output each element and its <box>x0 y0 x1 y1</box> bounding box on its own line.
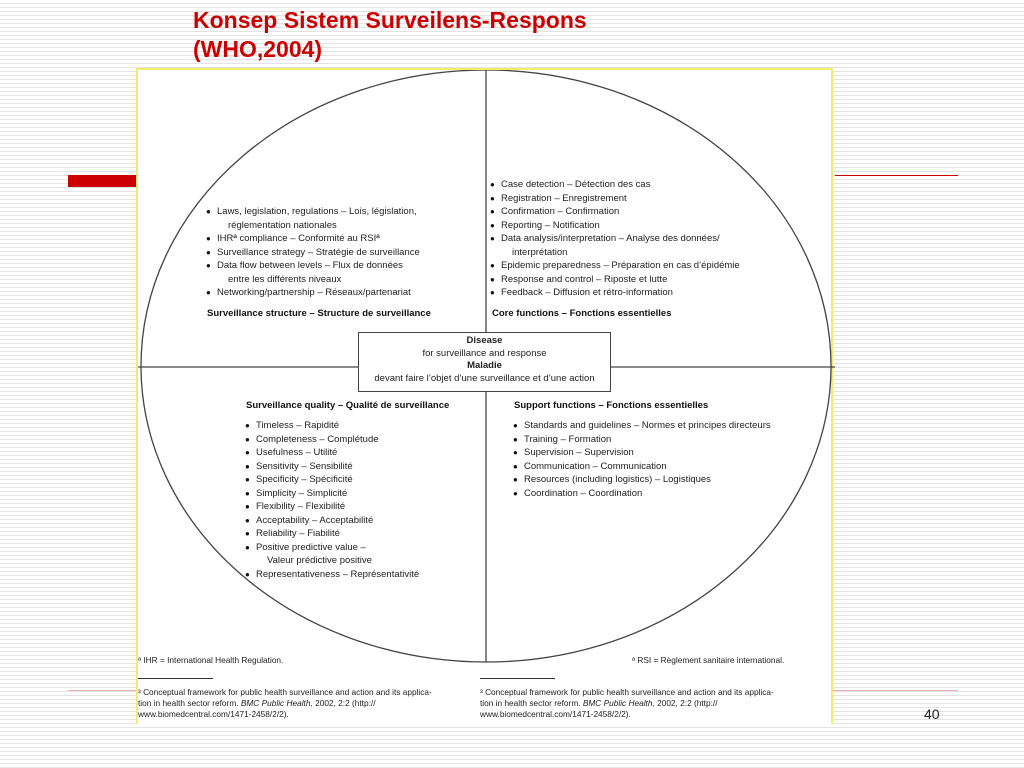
disease-center-box <box>358 332 611 392</box>
slide-title-line-2: (WHO,2004) <box>193 36 323 62</box>
surveillance-diagram <box>138 70 835 726</box>
list-item: ● Reliability – Fiabilité <box>245 527 475 541</box>
list-item: ● Feedback – Diffusion et rétro-information <box>490 286 790 300</box>
list-item: ● Coordination – Coordination <box>513 487 813 501</box>
list-item: ● Standards and guidelines – Normes et principes directeurs <box>513 419 813 433</box>
footnote-source-left: ³ Conceptual framework for public health surveillance and action and its applica- tion in health sector reform. BMC Public Health, 2002, 2:2 (http:// www.biomedcentral.com/1471-2458/2/2). <box>138 687 432 719</box>
list-item: ● Surveillance strategy – Stratégie de surveillance <box>206 246 476 260</box>
center-subtitle-en: for surveillance and response <box>422 347 547 359</box>
list-item: ● Reporting – Notification <box>490 219 790 233</box>
list-item: ● Representativeness – Représentativité <box>245 568 475 582</box>
list-item: ● Training – Formation <box>513 433 813 447</box>
red-accent-line <box>835 175 958 176</box>
core-quadrant <box>490 178 790 300</box>
footnote-ihr: ª IHR = International Health Regulation. <box>138 655 284 665</box>
center-subtitle-fr: devant faire l’objet d’une surveillance et d’une action <box>374 372 595 384</box>
support-heading: Support functions – Fonctions essentielles <box>514 400 709 411</box>
footnote-rsi: ª RSI = Règlement sanitaire international. <box>632 655 785 665</box>
list-item: ● Resources (including logistics) – Logistiques <box>513 473 813 487</box>
list-item: ● Data analysis/interpretation – Analyse des données/ interprétation <box>490 232 790 259</box>
list-item: ● Acceptability – Acceptabilité <box>245 514 475 528</box>
slide-title <box>193 6 587 64</box>
list-item: ● Epidemic preparedness – Préparation en cas d’épidémie <box>490 259 790 273</box>
list-item: ● Data flow between levels – Flux de données entre les différents niveaux <box>206 259 476 286</box>
slide-title-line-1: Konsep Sistem Surveilens-Respons <box>193 7 587 33</box>
list-item: ● Positive predictive value – Valeur prédictive positive <box>245 541 475 568</box>
list-item: ● Response and control – Riposte et lutte <box>490 273 790 287</box>
core-heading: Core functions – Fonctions essentielles <box>492 308 672 319</box>
list-item: ● Timeless – Rapidité <box>245 419 475 433</box>
list-item: ● Networking/partnership – Réseaux/partenariat <box>206 286 476 300</box>
list-item: ● Case detection – Détection des cas <box>490 178 790 192</box>
list-item: ● Usefulness – Utilité <box>245 446 475 460</box>
structure-quadrant <box>206 205 476 300</box>
list-item: ● Simplicity – Simplicité <box>245 487 475 501</box>
footnote-rule-right <box>480 678 555 679</box>
list-item: ● Confirmation – Confirmation <box>490 205 790 219</box>
structure-heading: Surveillance structure – Structure de surveillance <box>207 308 431 319</box>
support-quadrant <box>513 419 813 500</box>
list-item: ● Specificity – Spécificité <box>245 473 475 487</box>
list-item: ● Sensitivity – Sensibilité <box>245 460 475 474</box>
list-item: ● Registration – Enregistrement <box>490 192 790 206</box>
center-title-en: Disease <box>466 335 503 346</box>
quality-quadrant <box>245 419 475 581</box>
diagram-panel <box>136 68 833 724</box>
list-item: ● IHRª compliance – Conformité au RSIª <box>206 232 476 246</box>
quality-heading: Surveillance quality – Qualité de surveillance <box>246 400 450 411</box>
footnote-rule-left <box>138 678 213 679</box>
list-item: ● Laws, legislation, regulations – Lois, législation, réglementation nationales <box>206 205 476 232</box>
diagram-lines <box>138 70 835 726</box>
page-number: 40 <box>924 706 940 722</box>
center-title-fr: Maladie <box>467 360 502 371</box>
list-item: ● Communication – Communication <box>513 460 813 474</box>
footnote-source-right: ³ Conceptual framework for public health surveillance and action and its applica- tion in health sector reform. BMC Public Health, 2002, 2:2 (http:// www.biomedcentral.com/1471-2458/2/2). <box>480 687 774 719</box>
list-item: ● Completeness – Complétude <box>245 433 475 447</box>
list-item: ● Flexibility – Flexibilité <box>245 500 475 514</box>
list-item: ● Supervision – Supervision <box>513 446 813 460</box>
red-accent-bar <box>68 175 138 187</box>
